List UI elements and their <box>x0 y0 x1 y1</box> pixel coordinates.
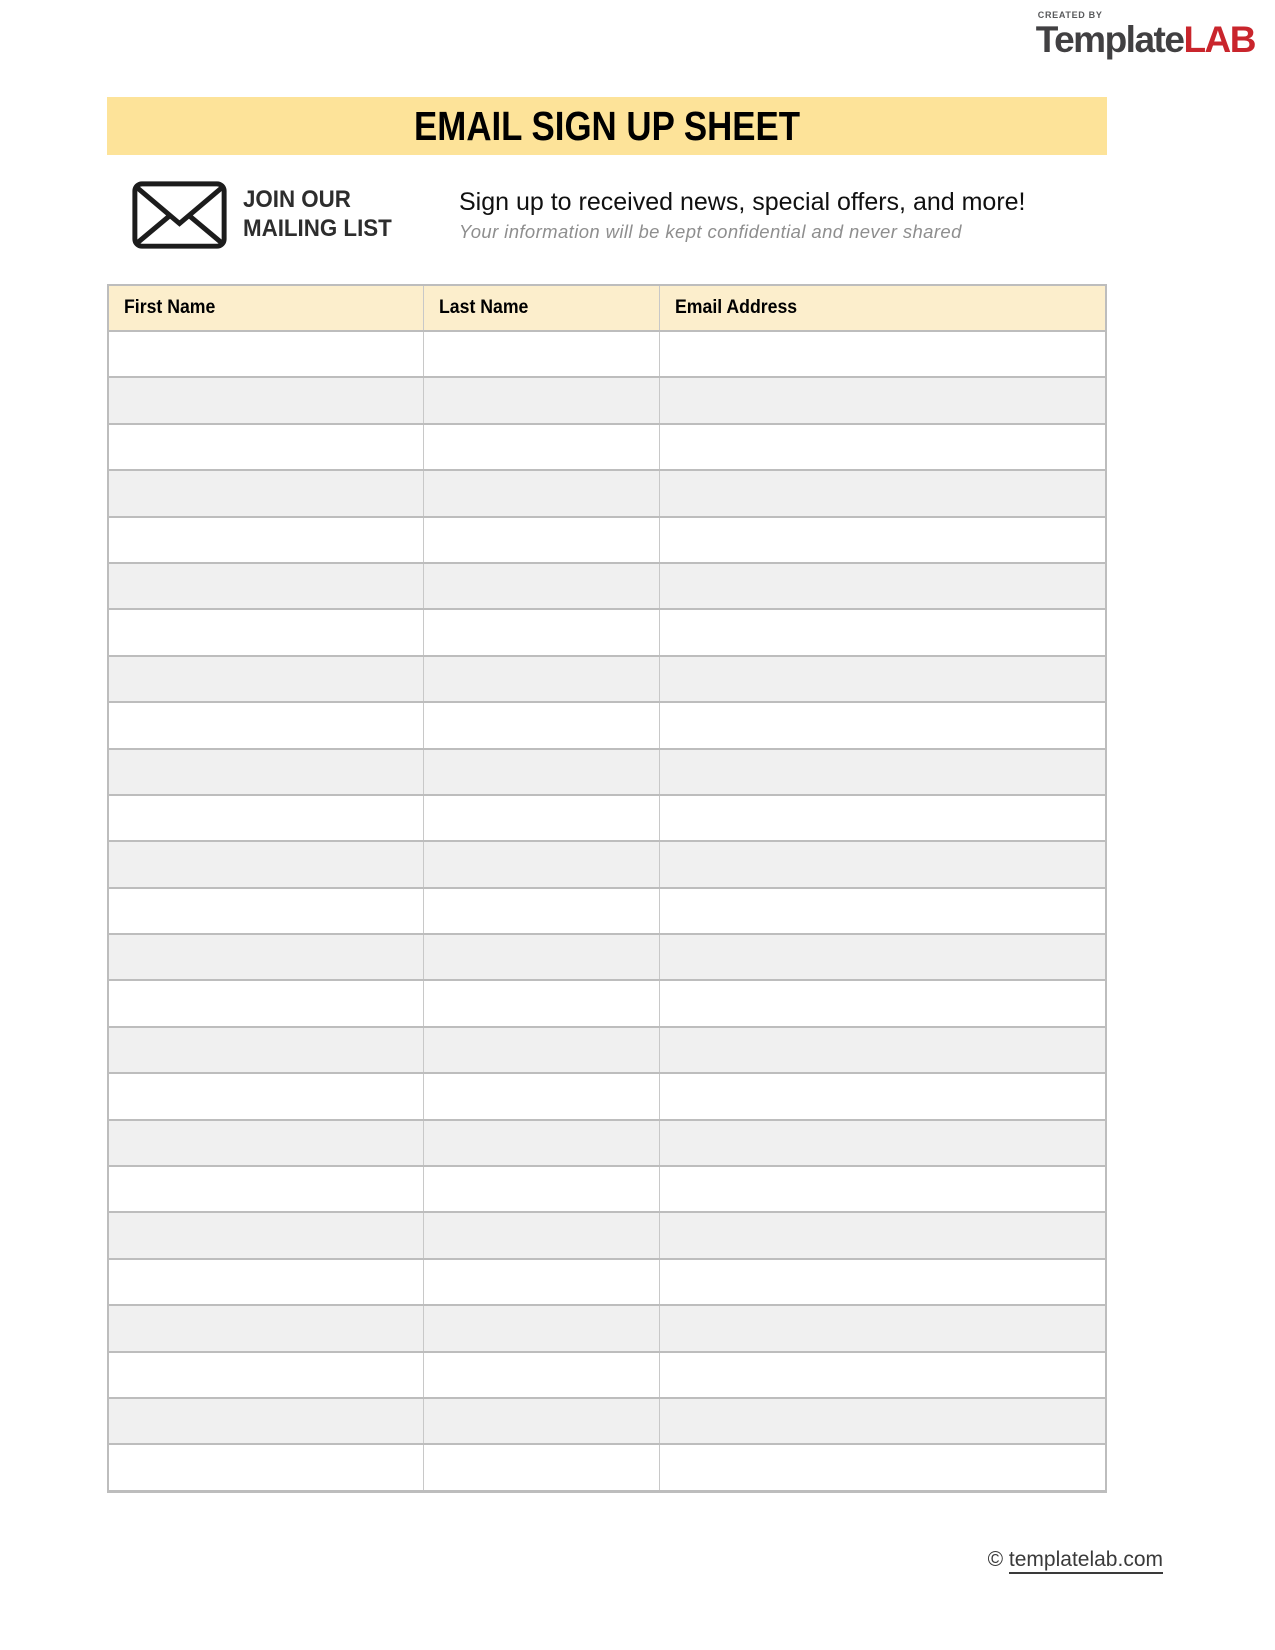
empty-cell <box>108 1073 423 1119</box>
empty-cell <box>108 470 423 516</box>
empty-cell <box>423 424 660 470</box>
table-row <box>108 331 1106 377</box>
empty-cell <box>660 424 1106 470</box>
empty-cell <box>108 702 423 748</box>
table-row <box>108 702 1106 748</box>
table-row <box>108 1444 1106 1491</box>
empty-cell <box>660 609 1106 655</box>
empty-cell <box>660 377 1106 423</box>
empty-cell <box>423 377 660 423</box>
column-header-first-name <box>108 285 423 331</box>
table-row <box>108 609 1106 655</box>
empty-cell <box>660 517 1106 563</box>
empty-cell <box>108 1444 423 1491</box>
empty-cell <box>108 749 423 795</box>
templatelab-link[interactable]: templatelab.com <box>1009 1548 1163 1574</box>
envelope-icon <box>132 181 227 249</box>
logo-brand-accent: LAB <box>1183 19 1255 60</box>
table-row <box>108 1073 1106 1119</box>
join-line-1: JOIN OUR <box>243 186 351 214</box>
empty-cell <box>660 980 1106 1026</box>
empty-cell <box>660 563 1106 609</box>
empty-cell <box>108 841 423 887</box>
empty-cell <box>660 702 1106 748</box>
table-row <box>108 1398 1106 1444</box>
empty-cell <box>660 795 1106 841</box>
footer <box>988 1548 1163 1572</box>
column-header-email-address-label: Email Address <box>675 297 798 318</box>
promo-text-block <box>459 187 1026 243</box>
empty-cell <box>108 1166 423 1212</box>
empty-cell <box>108 424 423 470</box>
empty-cell <box>423 331 660 377</box>
empty-cell <box>423 888 660 934</box>
empty-cell <box>108 934 423 980</box>
table-row <box>108 1352 1106 1398</box>
empty-cell <box>423 980 660 1026</box>
empty-cell <box>423 1259 660 1305</box>
empty-cell <box>423 841 660 887</box>
table-row <box>108 1305 1106 1351</box>
table-row <box>108 980 1106 1026</box>
empty-cell <box>108 563 423 609</box>
signup-headline: Sign up to received news, special offers, and more! <box>458 188 1026 216</box>
table-row <box>108 424 1106 470</box>
empty-cell <box>660 1212 1106 1258</box>
empty-cell <box>108 1212 423 1258</box>
column-header-email-address <box>660 285 1106 331</box>
empty-cell <box>423 795 660 841</box>
empty-cell <box>423 1444 660 1491</box>
empty-cell <box>660 1305 1106 1351</box>
empty-cell <box>108 1305 423 1351</box>
empty-cell <box>423 1212 660 1258</box>
empty-cell <box>108 517 423 563</box>
table-row <box>108 517 1106 563</box>
empty-cell <box>423 934 660 980</box>
empty-cell <box>423 1166 660 1212</box>
empty-cell <box>660 749 1106 795</box>
join-line-2: MAILING LIST <box>243 215 392 242</box>
empty-cell <box>423 517 660 563</box>
empty-cell <box>660 934 1106 980</box>
empty-cell <box>423 470 660 516</box>
empty-cell <box>660 1027 1106 1073</box>
table-row <box>108 749 1106 795</box>
signup-table-body <box>108 331 1106 1491</box>
table-row <box>108 1212 1106 1258</box>
empty-cell <box>108 609 423 655</box>
empty-cell <box>423 1398 660 1444</box>
page-title: EMAIL SIGN UP SHEET <box>413 102 801 149</box>
empty-cell <box>660 1398 1106 1444</box>
empty-cell <box>660 1352 1106 1398</box>
empty-cell <box>660 331 1106 377</box>
table-row <box>108 470 1106 516</box>
empty-cell <box>423 1073 660 1119</box>
empty-cell <box>108 888 423 934</box>
empty-cell <box>108 1120 423 1166</box>
table-row <box>108 563 1106 609</box>
empty-cell <box>423 656 660 702</box>
empty-cell <box>423 702 660 748</box>
empty-cell <box>108 1027 423 1073</box>
table-row <box>108 656 1106 702</box>
empty-cell <box>660 470 1106 516</box>
empty-cell <box>108 377 423 423</box>
join-mailing-list-label <box>243 186 392 244</box>
column-header-last-name-label: Last Name <box>438 297 529 318</box>
logo-brand-primary: Template <box>1035 19 1184 60</box>
table-row <box>108 1166 1106 1212</box>
empty-cell <box>423 609 660 655</box>
logo-brand-text <box>1036 21 1255 58</box>
header-row <box>108 285 1106 331</box>
column-header-first-name-label: First Name <box>124 297 216 318</box>
empty-cell <box>660 656 1106 702</box>
column-header-last-name <box>423 285 660 331</box>
signup-table <box>107 284 1107 1493</box>
empty-cell <box>423 563 660 609</box>
templatelab-logo <box>1036 11 1255 58</box>
empty-cell <box>108 1398 423 1444</box>
signup-table-header <box>108 285 1106 331</box>
title-banner <box>107 97 1107 155</box>
table-row <box>108 1027 1106 1073</box>
empty-cell <box>660 1166 1106 1212</box>
empty-cell <box>660 888 1106 934</box>
logo-created-by-label: CREATED BY <box>1037 10 1103 20</box>
empty-cell <box>423 749 660 795</box>
empty-cell <box>660 1073 1106 1119</box>
empty-cell <box>108 656 423 702</box>
confidentiality-note: Your information will be kept confidential and never shared <box>458 221 962 242</box>
promo-strip <box>132 181 1275 249</box>
table-row <box>108 1120 1106 1166</box>
empty-cell <box>660 841 1106 887</box>
empty-cell <box>660 1259 1106 1305</box>
table-row <box>108 934 1106 980</box>
empty-cell <box>660 1120 1106 1166</box>
empty-cell <box>108 331 423 377</box>
empty-cell <box>108 980 423 1026</box>
table-row <box>108 1259 1106 1305</box>
empty-cell <box>423 1027 660 1073</box>
empty-cell <box>423 1305 660 1351</box>
table-row <box>108 841 1106 887</box>
empty-cell <box>108 1259 423 1305</box>
table-row <box>108 888 1106 934</box>
empty-cell <box>423 1120 660 1166</box>
empty-cell <box>108 1352 423 1398</box>
empty-cell <box>423 1352 660 1398</box>
table-row <box>108 795 1106 841</box>
empty-cell <box>108 795 423 841</box>
copyright-symbol: © <box>987 1548 1004 1571</box>
empty-cell <box>660 1444 1106 1491</box>
table-row <box>108 377 1106 423</box>
